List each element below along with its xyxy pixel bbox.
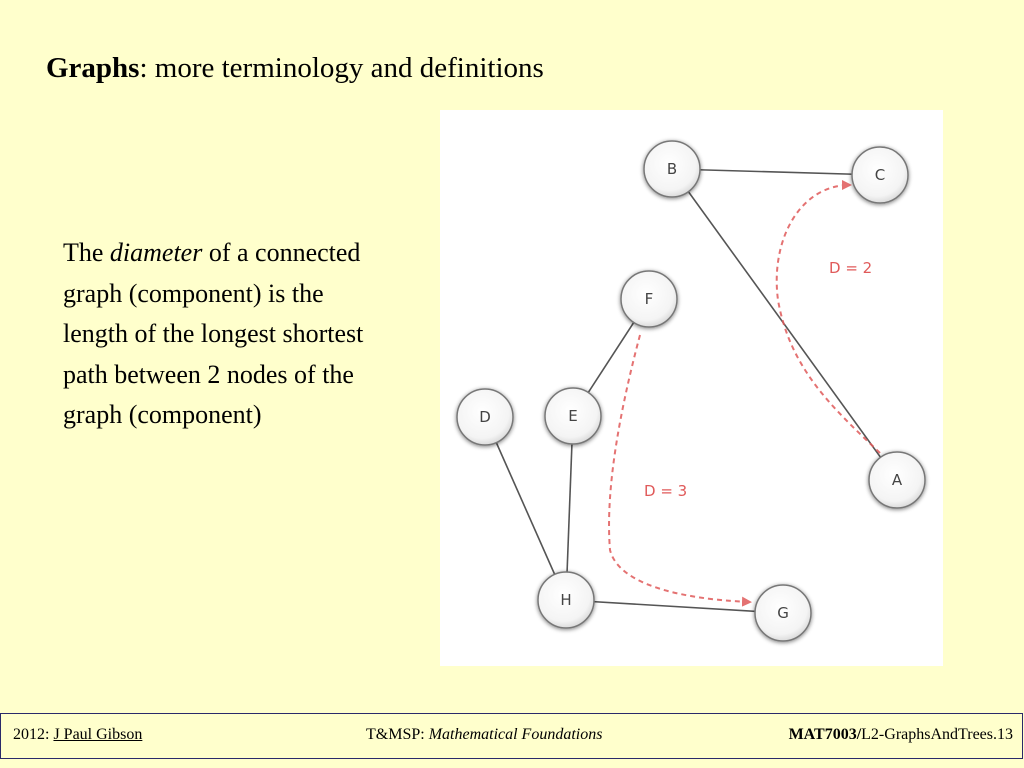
diameter-label-d3: D = 3 (644, 482, 688, 500)
title-rest: : more terminology and definitions (139, 52, 544, 84)
definition-term: diameter (109, 238, 203, 267)
graph-nodes (457, 141, 925, 641)
author-link[interactable]: J Paul Gibson (53, 726, 143, 743)
graph-diagram (440, 110, 943, 666)
definition-part2: of a connected graph (component) is the length of the longest shortest path between 2 nodes of the graph (component) (63, 238, 364, 429)
edge-d-h (485, 417, 566, 600)
node-a (869, 452, 925, 508)
footer-slide-number: L2-GraphsAndTrees.13 (861, 726, 1013, 743)
definition-text (63, 233, 393, 436)
footer-course-name: Mathematical Foundations (428, 726, 603, 743)
node-g (755, 585, 811, 641)
node-b (644, 141, 700, 197)
node-label: G (777, 604, 789, 622)
graph-figure (440, 110, 943, 666)
footer-slide-ref (789, 726, 1013, 744)
edge-h-g (566, 600, 783, 613)
node-label: A (891, 471, 903, 489)
node-h (538, 572, 594, 628)
diameter-path-d2 (777, 185, 880, 453)
node-label: H (560, 591, 572, 609)
edge-b-c (672, 169, 880, 175)
node-d (457, 389, 513, 445)
footer-credit (13, 726, 142, 744)
node-f (621, 271, 677, 327)
footer-course-prefix: T&MSP: (366, 726, 429, 743)
title-bold: Graphs (46, 52, 140, 84)
node-label: D (479, 408, 491, 426)
node-label: B (666, 160, 678, 178)
node-label: C (874, 166, 886, 184)
definition-part1: The (63, 238, 110, 267)
footer-bar (0, 713, 1023, 759)
footer-module-code: MAT7003/ (788, 726, 862, 743)
footer-year: 2012: (13, 726, 54, 743)
slide-title (46, 48, 544, 88)
diameter-label-d2: D = 2 (829, 259, 873, 277)
node-e (545, 388, 601, 444)
diameter-path-d3 (609, 335, 750, 602)
node-label: F (644, 290, 654, 308)
footer-course (366, 726, 602, 744)
graph-edges (485, 169, 897, 613)
node-label: E (568, 407, 578, 425)
node-c (852, 147, 908, 203)
